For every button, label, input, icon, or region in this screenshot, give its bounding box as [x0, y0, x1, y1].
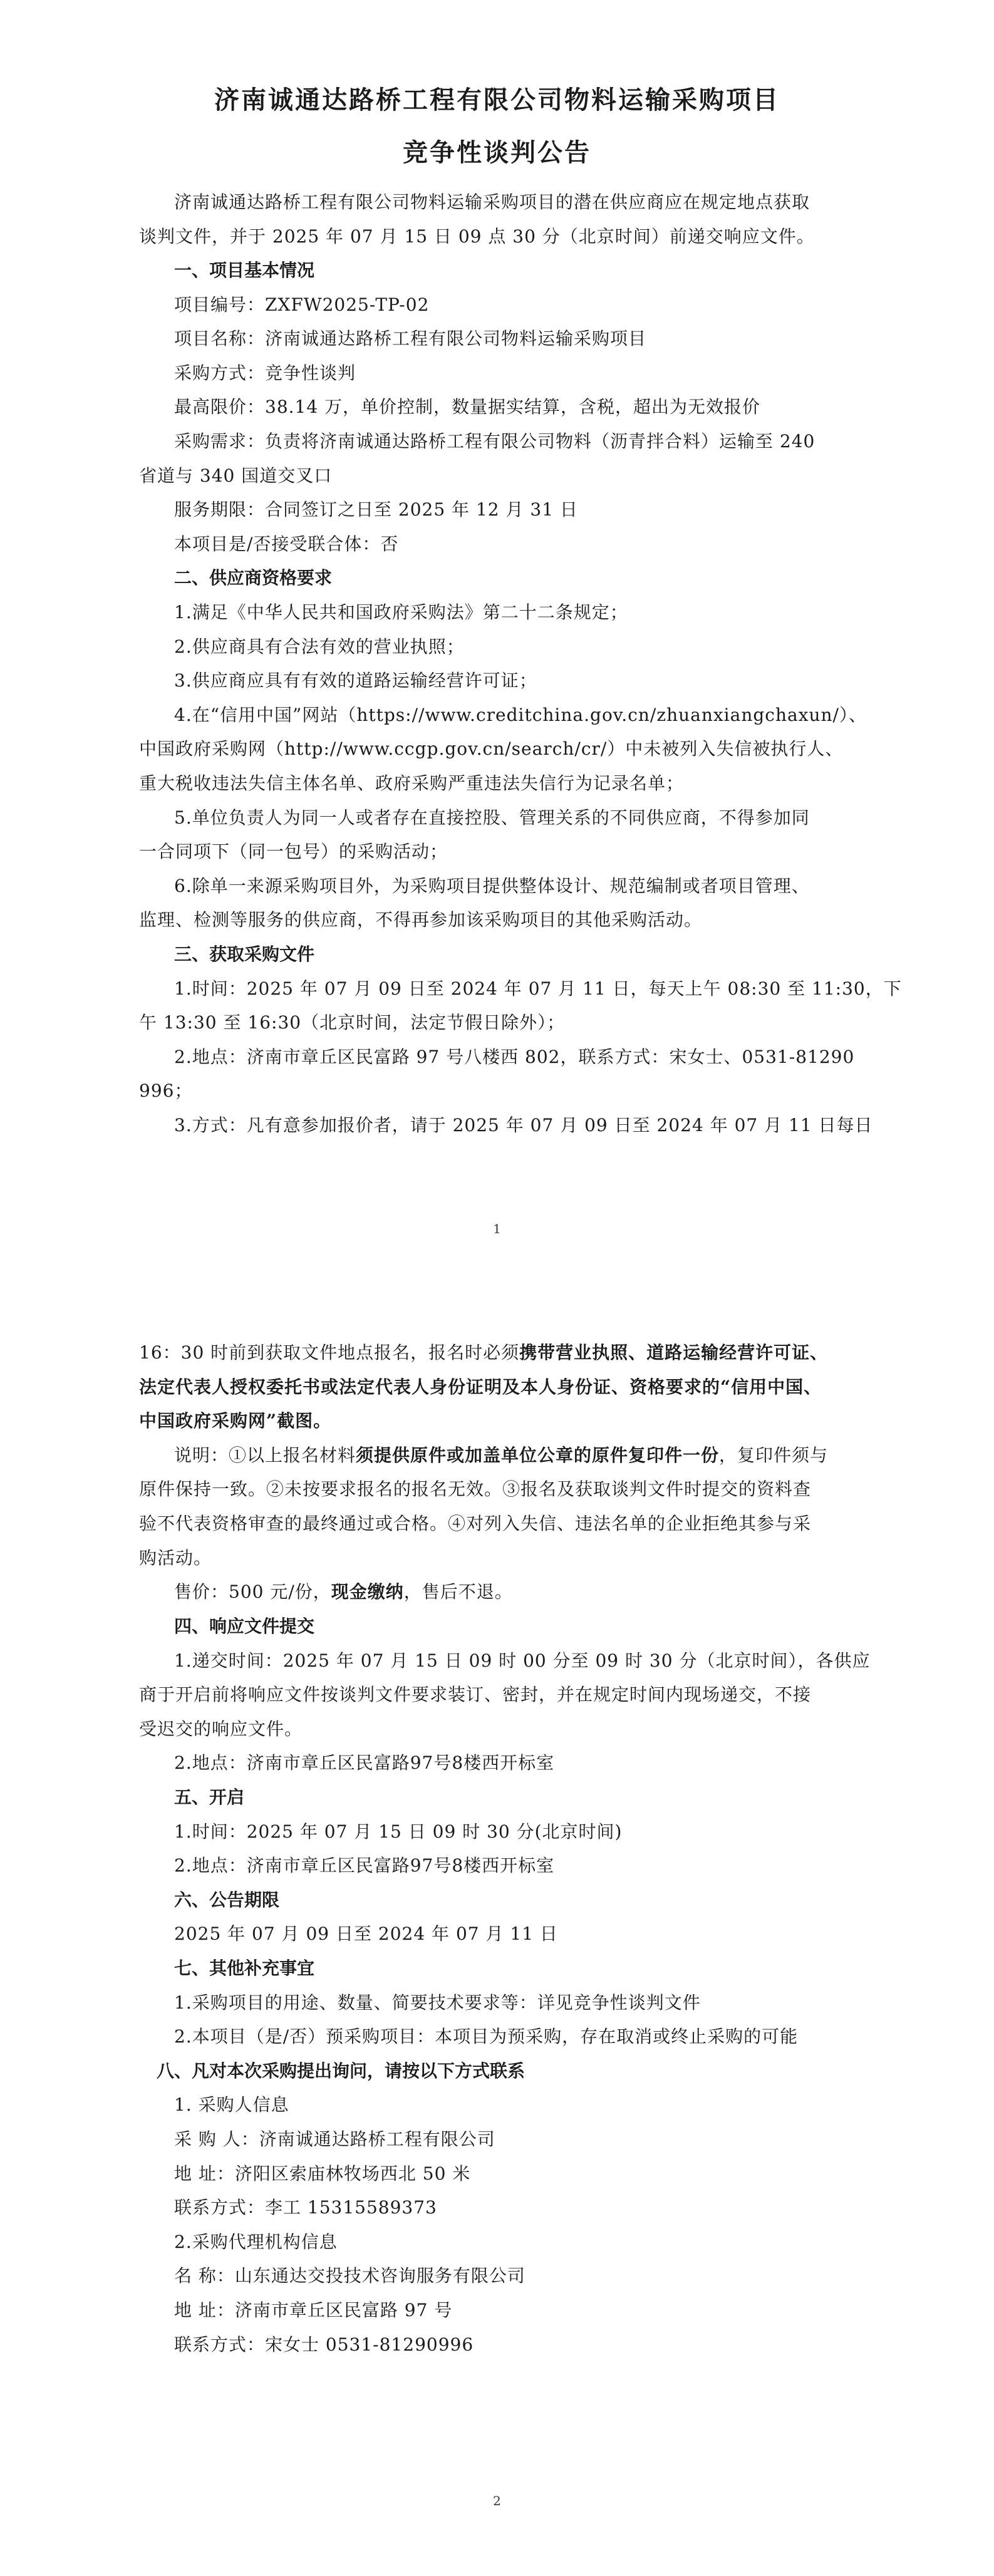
submission-item: 受迟交的响应文件。 [139, 1719, 303, 1739]
acquisition-item: 3.方式：凡有意参加报价者，请于 2025 年 07 月 09 日至 2024 年 07 月 11 日每日 [174, 1115, 873, 1135]
acquisition-item: 法定代表人授权委托书或法定代表人身份证明及本人身份证、资格要求的“信用中国、 [139, 1377, 822, 1397]
procurement-demand: 采购需求：负责将济南诚通达路桥工程有限公司物料（沥青拌合料）运输至 240 [174, 431, 815, 452]
document-title: 济南诚通达路桥工程有限公司物料运输采购项目 [214, 86, 780, 115]
acquisition-item: 996； [139, 1080, 193, 1101]
qualification-item: 监理、检测等服务的供应商，不得再参加该采购项目的其他采购活动。 [139, 909, 703, 930]
qualification-item: 4.在“信用中国”网站（https://www.creditchina.gov.cn/zhuanxiangchaxun/）、 [174, 705, 867, 725]
qualification-item: 中国政府采购网（http://www.ccgp.gov.cn/search/cr/）中未被列入失信被执行人、 [139, 738, 844, 759]
qualification-item: 一合同项下（同一包号）的采购活动； [139, 841, 448, 862]
qualification-item: 2.供应商具有合法有效的营业执照； [174, 636, 465, 657]
submission-item: 1.递交时间：2025 年 07 月 15 日 09 时 00 分至 09 时 30 分（北京时间），各供应 [174, 1650, 871, 1671]
section-heading-8: 八、凡对本次采购提出询问，请按以下方式联系 [157, 2061, 525, 2081]
acquisition-item: 午 13:30 至 16:30（北京时间，法定节假日除外）； [139, 1012, 566, 1033]
intro-line: 谈判文件，并于 2025 年 07 月 15 日 09 点 30 分（北京时间）前递交响应文件。 [139, 226, 815, 247]
section-heading-2: 二、供应商资格要求 [174, 567, 333, 588]
registration-note: 验不代表资格审查的最终通过或合格。④对列入失信、违法名单的企业拒绝其参与采 [139, 1513, 812, 1534]
submission-item: 2.地点：济南市章丘区民富路97号8楼西开标室 [174, 1752, 555, 1773]
price-limit: 最高限价：38.14 万，单价控制，数量据实结算，含税，超出为无效报价 [174, 396, 761, 417]
registration-note: 原件保持一致。②未按要求报名的报名无效。③报名及获取谈判文件时提交的资料查 [139, 1479, 812, 1499]
qualification-item: 3.供应商应具有有效的道路运输经营许可证； [174, 670, 537, 691]
contact-subheading: 2.采购代理机构信息 [174, 2232, 338, 2252]
supplementary-item: 1.采购项目的用途、数量、简要技术要求等：详见竞争性谈判文件 [174, 1992, 701, 2013]
section-heading-1: 一、项目基本情况 [174, 260, 315, 281]
document-subtitle: 竞争性谈判公告 [403, 138, 591, 167]
agent-name: 名 称：山东通达交投技术咨询服务有限公司 [174, 2265, 525, 2286]
project-name: 项目名称：济南诚通达路桥工程有限公司物料运输采购项目 [174, 328, 647, 349]
buyer-address: 地 址：济阳区索庙林牧场西北 50 米 [174, 2163, 471, 2184]
agent-address: 地 址：济南市章丘区民富路 97 号 [174, 2300, 453, 2320]
registration-note: 购活动。 [139, 1548, 212, 1568]
qualification-item: 5.单位负责人为同一人或者存在直接控股、管理关系的不同供应商，不得参加同 [174, 807, 810, 828]
section-heading-3: 三、获取采购文件 [174, 944, 315, 965]
procurement-demand: 省道与 340 国道交叉口 [139, 465, 333, 486]
announcement-period: 2025 年 07 月 09 日至 2024 年 07 月 11 日 [174, 1923, 558, 1944]
service-period: 服务期限：合同签订之日至 2025 年 12 月 31 日 [174, 499, 578, 520]
qualification-item: 1.满足《中华人民共和国政府采购法》第二十二条规定； [174, 602, 628, 623]
acquisition-item: 2.地点：济南市章丘区民富路 97 号八楼西 802，联系方式：宋女士、0531-81290 [174, 1047, 855, 1067]
section-heading-7: 七、其他补充事宜 [174, 1958, 315, 1979]
buyer-name: 采 购 人：济南诚通达路桥工程有限公司 [174, 2129, 495, 2149]
project-code: 项目编号：ZXFW2025-TP-02 [174, 294, 430, 315]
section-heading-4: 四、响应文件提交 [174, 1616, 315, 1637]
page-number: 1 [493, 1221, 501, 1236]
page-2 [0, 1288, 994, 2576]
registration-note: 说明：①以上报名材料须提供原件或加盖单位公章的原件复印件一份，复印件须与 [174, 1445, 829, 1466]
submission-item: 商于开启前将响应文件按谈判文件要求装订、密封，并在规定时间内现场递交，不接 [139, 1684, 812, 1705]
section-heading-5: 五、开启 [174, 1787, 245, 1808]
page-number: 2 [493, 2493, 501, 2508]
qualification-item: 重大税收违法失信主体名单、政府采购严重违法失信行为记录名单； [139, 773, 685, 794]
intro-line: 济南诚通达路桥工程有限公司物料运输采购项目的潜在供应商应在规定地点获取 [174, 192, 810, 212]
acquisition-item: 中国政府采购网”截图。 [139, 1410, 332, 1431]
opening-item: 1.时间：2025 年 07 月 15 日 09 时 30 分(北京时间) [174, 1821, 623, 1842]
document-price: 售价：500 元/份，现金缴纳，售后不退。 [174, 1581, 513, 1602]
opening-item: 2.地点：济南市章丘区民富路97号8楼西开标室 [174, 1855, 555, 1876]
procurement-method: 采购方式：竞争性谈判 [174, 363, 356, 383]
qualification-item: 6.除单一来源采购项目外，为采购项目提供整体设计、规范编制或者项目管理、 [174, 876, 810, 896]
acquisition-item: 16：30 时前到获取文件地点报名，报名时必须携带营业执照、道路运输经营许可证、 [139, 1342, 829, 1363]
section-heading-6: 六、公告期限 [174, 1890, 280, 1910]
consortium-note: 本项目是/否接受联合体：否 [174, 534, 399, 554]
agent-contact: 联系方式：宋女士 0531-81290996 [174, 2334, 474, 2355]
supplementary-item: 2.本项目（是/否）预采购项目：本项目为预采购，存在取消或终止采购的可能 [174, 2026, 799, 2047]
buyer-contact: 联系方式：李工 15315589373 [174, 2197, 437, 2218]
contact-subheading: 1. 采购人信息 [174, 2094, 289, 2115]
acquisition-item: 1.时间：2025 年 07 月 09 日至 2024 年 07 月 11 日，每天上午 08:30 至 11:30，下 [174, 978, 902, 999]
